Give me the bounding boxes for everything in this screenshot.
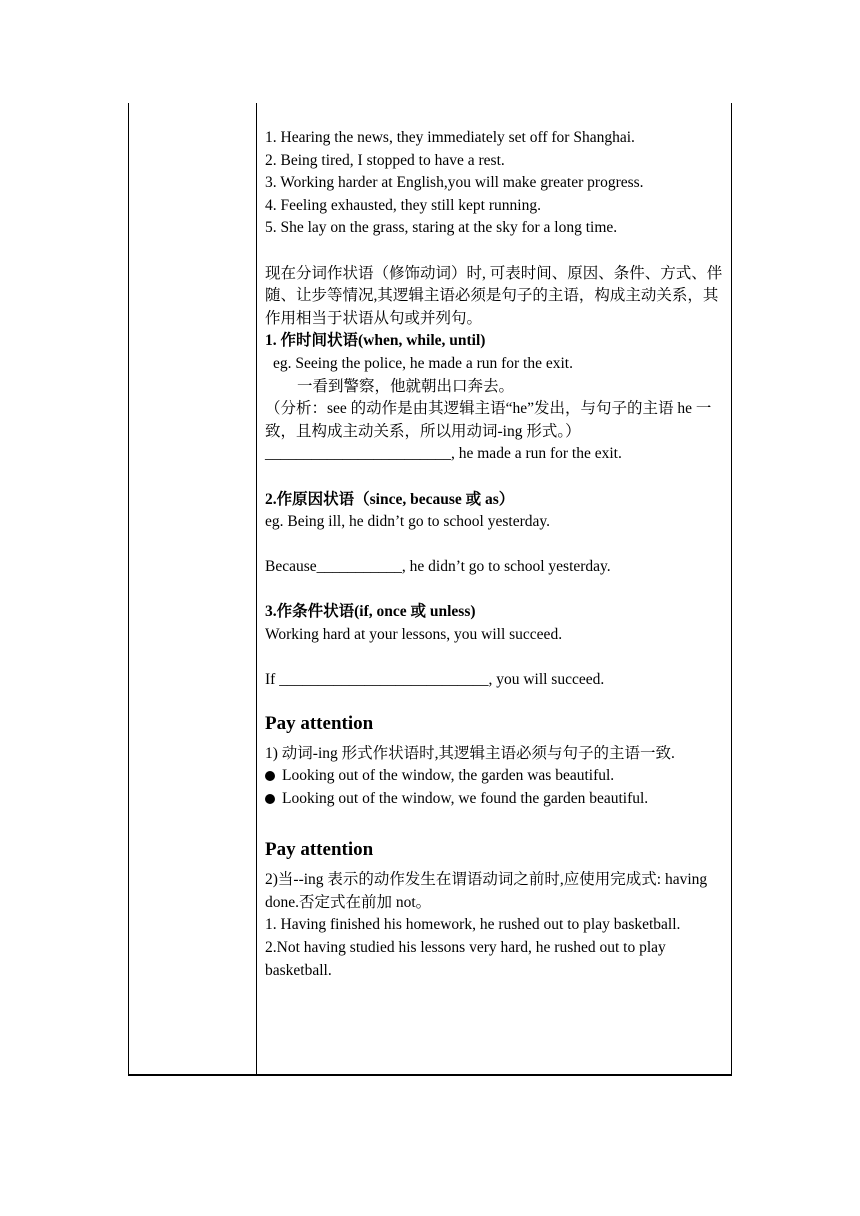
bullet-item (265, 788, 727, 811)
intro-paragraph: 现在分词作状语（修饰动词）时, 可表时间、原因、条件、方式、伴随、让步等情况,其逻辑主语必须是句子的主语，构成主动关系，其作用相当于状语从句或并列句。 (265, 264, 723, 327)
bullet-text: Looking out of the window, the garden was beautiful. (282, 767, 615, 785)
pay-attention-example-2: 2.Not having studied his lessons very hard, he rushed out to play basketball. (265, 939, 666, 979)
bullet-icon (265, 771, 275, 781)
bullet-icon (265, 794, 275, 804)
pay-attention-heading-1: Pay attention (265, 712, 374, 734)
section-1-blank-exercise: ________________________, he made a run for the exit. (265, 445, 622, 463)
section-1-analysis: （分析：see 的动作是由其逻辑主语“he”发出，与句子的主语 he 一致，且构成主动关系，所以用动词-ing 形式。） (265, 400, 712, 440)
content-cell (265, 127, 727, 982)
example-sentence: 2. Being tired, I stopped to have a rest. (265, 151, 505, 169)
section-3-blank-exercise: If ___________________________, you will succeed. (265, 671, 605, 689)
example-sentence: 5. She lay on the grass, staring at the sky for a long time. (265, 219, 618, 237)
section-3-example: Working hard at your lessons, you will succeed. (265, 626, 563, 644)
example-sentence: 1. Hearing the news, they immediately set off for Shanghai. (265, 129, 635, 146)
section-2-heading: 2.作原因状语（since, because 或 as） (265, 490, 515, 508)
section-3-heading: 3.作条件状语(if, once 或 unless) (265, 603, 476, 621)
table-left-border (128, 103, 129, 1075)
table-frame (128, 103, 732, 1075)
section-1-heading: 1. 作时间状语(when, while, until) (265, 332, 486, 350)
bullet-item (265, 765, 727, 788)
pay-attention-heading-2: Pay attention (265, 839, 374, 861)
example-sentence: 3. Working harder at English,you will make greater progress. (265, 174, 644, 192)
table-right-border (731, 103, 732, 1075)
section-2-example: eg. Being ill, he didn’t go to school yesterday. (265, 513, 550, 531)
section-1-example: eg. Seeing the police, he made a run for the exit. (273, 354, 573, 372)
pay-attention-rule-1: 1) 动词-ing 形式作状语时,其逻辑主语必须与句子的主语一致. (265, 744, 675, 762)
bullet-text: Looking out of the window, we found the garden beautiful. (282, 790, 649, 808)
section-2-blank-exercise: Because___________, he didn’t go to school yesterday. (265, 558, 611, 576)
table-bottom-border (128, 1074, 732, 1076)
table-column-divider (256, 103, 257, 1075)
pay-attention-example-1: 1. Having finished his homework, he rushed out to play basketball. (265, 916, 681, 934)
example-sentence: 4. Feeling exhausted, they still kept running. (265, 196, 541, 214)
section-1-translation: 一看到警察，他就朝出口奔去。 (297, 377, 515, 395)
pay-attention-rule-2: 2)当--ing 表示的动作发生在谓语动词之前时,应使用完成式: having done.否定式在前加 not。 (265, 871, 708, 911)
